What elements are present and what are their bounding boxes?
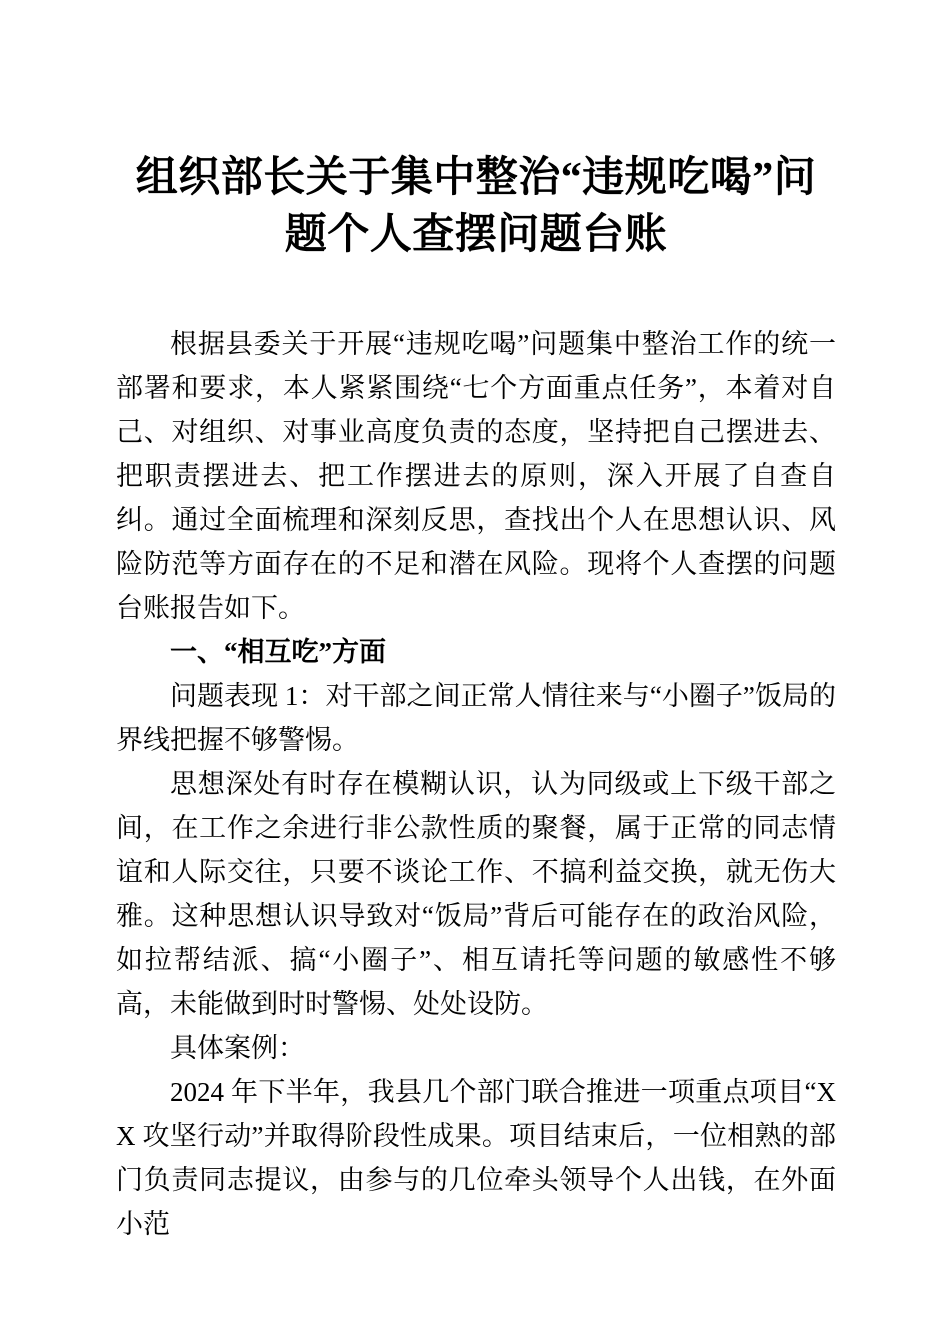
- paragraph-problem-1: 问题表现 1：对干部之间正常人情往来与“小圈子”饭局的界线把握不够警惕。: [116, 681, 836, 755]
- paragraph-intro: 根据县委关于开展“违规吃喝”问题集中整治工作的统一部署和要求，本人紧紧围绕“七个方面重点任务”，本着对自己、对组织、对事业高度负责的态度，坚持把自己摆进去、把职责摆进去、把工作摆进去的原则，深入开展了自查自纠。通过全面梳理和深刻反思，查找出个人在思想认识、风险防范等方面存在的不足和潜在风险。现将个人查摆的问题台账报告如下。: [116, 329, 836, 623]
- document-title: 组织部长关于集中整治“违规吃喝”问题个人查摆问题台账: [135, 155, 817, 258]
- paragraph-case-body: 2024 年下半年，我县几个部门联合推进一项重点项目“XX 攻坚行动”并取得阶段性成果。项目结束后，一位相熟的部门负责同志提议，由参与的几位牵头领导个人出钱，在外面小范: [116, 1077, 836, 1239]
- paragraph-analysis-1: 思想深处有时存在模糊认识，认为同级或上下级干部之间，在工作之余进行非公款性质的聚餐，属于正常的同志情谊和人际交往，只要不谈论工作、不搞利益交换，就无伤大雅。这种思想认识导致对“饭局”背后可能存在的政治风险，如拉帮结派、搞“小圈子”、相互请托等问题的敏感性不够高，未能做到时时警惕、处处设防。: [116, 769, 836, 1019]
- paragraph-case-label: 具体案例：: [170, 1033, 305, 1063]
- section-1-heading: 一、“相互吃”方面: [170, 637, 386, 667]
